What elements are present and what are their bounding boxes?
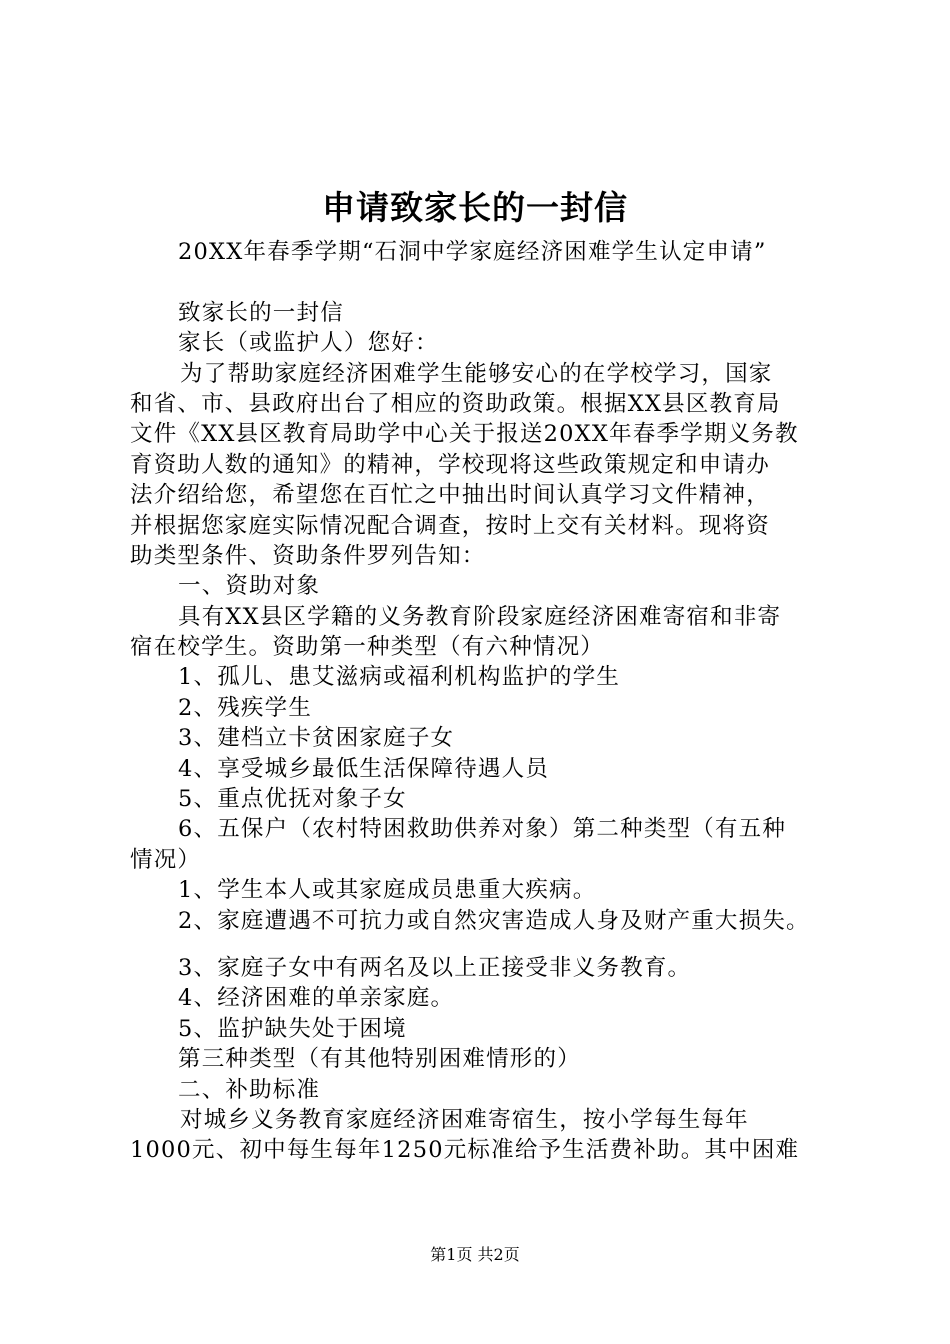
list-item-continuation: 情况） <box>130 846 202 873</box>
list-item: 6、五保户（农村特困救助供养对象）第二种类型（有五种 <box>178 816 787 843</box>
paragraph-line: 并根据您家庭实际情况配合调查，按时上交有关材料。现将资 <box>130 512 770 539</box>
salutation: 家长（或监护人）您好： <box>178 330 439 357</box>
list-item: 5、重点优抚对象子女 <box>178 786 407 813</box>
paragraph-line: 助类型条件、资助条件罗列告知： <box>130 542 486 569</box>
document-title: 申请致家长的一封信 <box>322 188 628 227</box>
list-item: 4、经济困难的单亲家庭。 <box>178 985 455 1012</box>
blank-line <box>130 936 835 953</box>
list-item: 5、监护缺失处于困境 <box>178 1015 407 1042</box>
paragraph-line: 法介绍给您，希望您在百忙之中抽出时间认真学习文件精神， <box>130 482 770 509</box>
blank-line <box>130 267 835 297</box>
paragraph-line: 对城乡义务教育家庭经济困难寄宿生，按小学每生每年 <box>180 1106 749 1133</box>
section-heading: 一、资助对象 <box>178 573 321 600</box>
list-item: 2、家庭遭遇不可抗力或自然灾害造成人身及财产重大损失。 <box>178 907 810 934</box>
subtitle-line: 20XX年春季学期“石洞中学家庭经济困难学生认定申请” <box>178 239 767 265</box>
paragraph-line: 具有XX县区学籍的义务教育阶段家庭经济困难寄宿和非寄 <box>178 603 782 630</box>
list-item: 1、学生本人或其家庭成员患重大疾病。 <box>178 877 597 904</box>
paragraph-line: 1000元、初中每生每年1250元标准给予生活费补助。其中困难 <box>130 1137 800 1164</box>
list-item: 3、建档立卡贫困家庭子女 <box>178 725 455 752</box>
section-heading: 二、补助标准 <box>178 1076 321 1103</box>
paragraph-line: 育资助人数的通知》的精神，学校现将这些政策规定和申请办 <box>130 451 770 478</box>
list-item: 4、享受城乡最低生活保障待遇人员 <box>178 755 550 782</box>
paragraph-line: 第三种类型（有其他特别困难情形的） <box>178 1046 581 1073</box>
letter-heading: 致家长的一封信 <box>178 299 344 326</box>
paragraph-line: 宿在校学生。资助第一种类型（有六种情况） <box>130 634 605 661</box>
list-item: 3、家庭子女中有两名及以上正接受非义务教育。 <box>178 954 692 981</box>
document-body <box>130 237 835 1166</box>
paragraph-line: 文件《XX县区教育局助学中心关于报送20XX年春季学期义务教 <box>130 421 799 448</box>
list-item: 2、残疾学生 <box>178 694 313 721</box>
paragraph-line: 为了帮助家庭经济困难学生能够安心的在学校学习，国家 <box>180 360 773 387</box>
page-footer: 第1页 共2页 <box>430 1245 520 1264</box>
list-item: 1、孤儿、患艾滋病或福利机构监护的学生 <box>178 664 621 691</box>
paragraph-line: 和省、市、县政府出台了相应的资助政策。根据XX县区教育局 <box>130 390 781 417</box>
